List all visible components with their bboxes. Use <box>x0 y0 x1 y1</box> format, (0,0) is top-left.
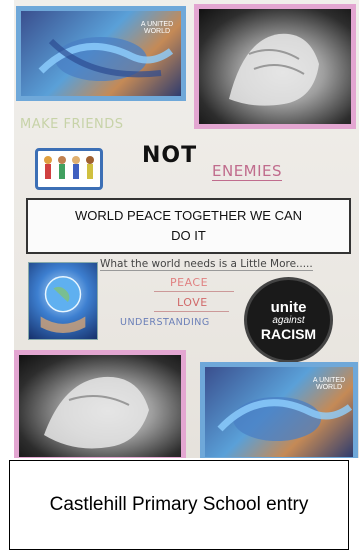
world-peace-box <box>26 198 351 254</box>
enemies-text: ENEMIES <box>212 162 283 180</box>
badge-line-1: unite <box>270 298 307 316</box>
photo-caption-text: A UNITED WORLD <box>312 377 346 391</box>
understanding-word: UNDERSTANDING <box>120 317 210 328</box>
holding-hands-photo-top-right <box>194 4 356 129</box>
caption-text: Castlehill Primary School entry <box>49 494 309 515</box>
badge-line-2: against <box>272 314 305 326</box>
peace-word: PEACE <box>170 276 209 289</box>
underline <box>154 311 229 312</box>
make-friends-text: MAKE FRIENDS <box>20 117 124 132</box>
underline <box>154 291 234 292</box>
united-world-photo-top-left <box>16 6 186 101</box>
clasped-hands-illustration <box>19 355 181 457</box>
world-peace-text: WORLD PEACE TOGETHER WE CAN DO IT <box>74 208 303 243</box>
clasped-hands-illustration <box>199 9 351 124</box>
love-word: LOVE <box>177 296 208 309</box>
united-world-photo-bottom-right <box>200 362 358 458</box>
poster <box>14 0 359 458</box>
globe-in-hands-photo <box>28 262 98 340</box>
holding-hands-photo-bottom-left <box>14 350 186 458</box>
badge-line-3: RACISM <box>260 325 317 342</box>
not-text: NOT <box>142 143 198 168</box>
children-drawing <box>35 148 103 190</box>
world-needs-text: What the world needs is a Little More..... <box>100 258 313 270</box>
globe-icon <box>29 263 97 339</box>
unite-against-racism-badge <box>244 277 333 363</box>
photo-caption-text: A UNITED WORLD <box>140 21 174 35</box>
children-figures-icon <box>38 151 100 187</box>
caption-box <box>9 460 349 550</box>
